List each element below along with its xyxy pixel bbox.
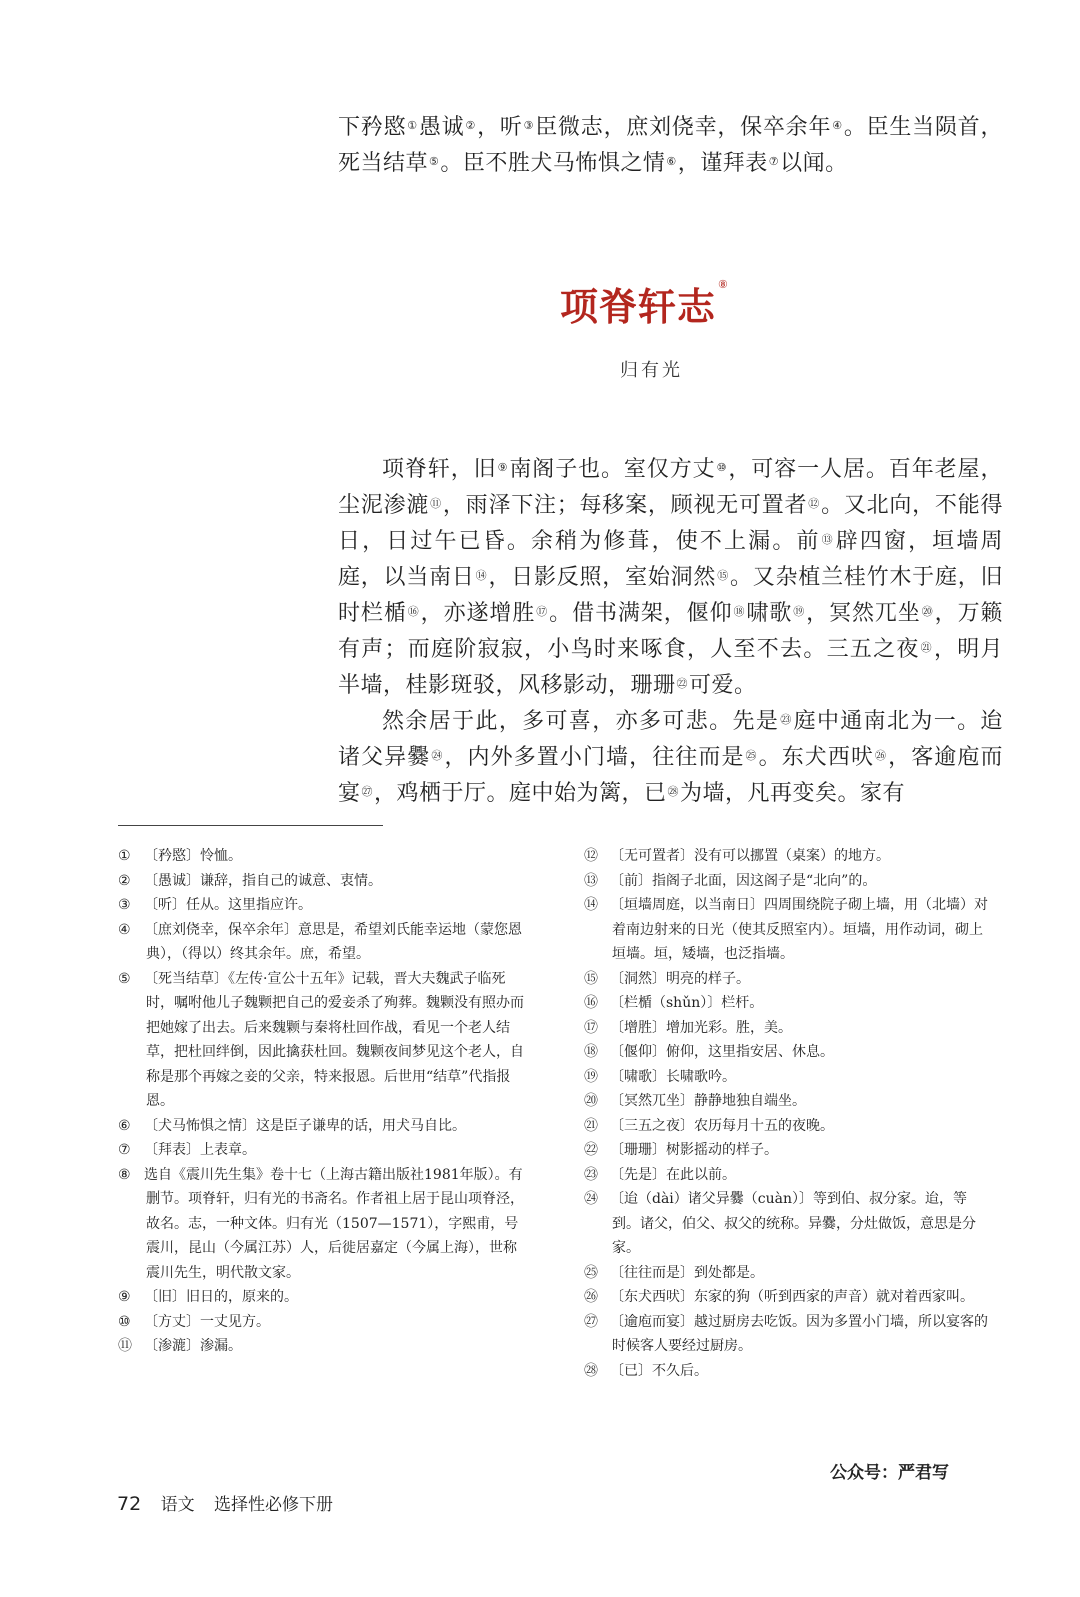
footnote-number: ㉓	[584, 1166, 598, 1183]
footnote-text: 〔东犬西吠〕东家的狗（听到西家的声音）就对着西家叫。	[610, 1289, 974, 1305]
footnote-item	[584, 991, 994, 1016]
note-marker: ⑥	[666, 155, 677, 168]
note-marker: ㉑	[920, 641, 933, 654]
footnote-text: 〔增胜〕增加光彩。胜，美。	[610, 1019, 792, 1036]
footnote-text: 〔已〕不久后。	[610, 1362, 708, 1379]
footnote-number: ④	[118, 921, 131, 938]
footnote-number: ①	[118, 848, 131, 864]
footnote-item	[584, 893, 994, 967]
author-name: 归有光	[620, 360, 683, 381]
footnote-number: ⑧	[118, 1166, 131, 1183]
footnote-text: 〔矜愍〕怜恤。	[144, 848, 242, 864]
footnote-number: ㉒	[584, 1142, 598, 1158]
footnote-text: 选自《震川先生集》卷十七（上海古籍出版社1981年版）。有删节。项脊轩，归有光的书斋名。作者祖上居于昆山项脊泾，故名。志，一种文体。归有光（1507—1571），字熙甫，号震川，昆山（今属江苏）人，后徙居嘉定（今属上海），世称震川先生，明代散文家。	[144, 1166, 524, 1281]
note-marker: ㉔	[431, 749, 444, 762]
footnote-divider	[118, 825, 383, 826]
note-marker: ⑪	[430, 497, 442, 510]
footnote-item	[584, 1163, 994, 1188]
footnote-number: ⑨	[118, 1289, 131, 1305]
footnote-item	[584, 1089, 994, 1114]
footnote-item	[584, 869, 994, 894]
footnote-text: 〔死当结草〕《左传·宣公十五年》记载，晋大夫魏武子临死时，嘱咐他儿子魏颗把自己的爱妾杀了殉葬。魏颗没有照办而把她嫁了出去。后来魏颗与秦将杜回作战，看见一个老人结草，把杜回绊倒，因此擒获杜回。魏颗夜间梦见这个老人，自称是那个再嫁之妾的父亲，特来报恩。后世用“结草”代指报恩。	[144, 970, 524, 1109]
note-marker: ⑯	[407, 605, 420, 618]
footnote-text: 〔旧〕旧日的，原来的。	[144, 1289, 298, 1305]
footnote-number: ⑦	[118, 1142, 131, 1158]
note-marker: ③	[523, 119, 535, 132]
footnote-number: ㉑	[584, 1117, 598, 1134]
body-paragraph-1: 项脊轩，旧⑨南阁子也。室仅方丈⑩，可容一人居。百年老屋，尘泥渗漉⑪，雨泽下注；每移案，顾视无可置者⑫。又北向，不能得日，日过午已昏。余稍为修葺，使不上漏。前⑬辟四窗，垣墙周庭，以当南日⑭，日影反照，室始洞然⑮。又杂植兰桂竹木于庭，旧时栏楯⑯，亦遂增胜⑰。借书满架，偃仰⑱啸歌⑲，冥然兀坐⑳，万籁有声；而庭阶寂寂，小鸟时来啄食，人至不去。三五之夜$^㉑$，明月半墙，桂影斑驳，风移影动，珊珊$^㉒$可爱。	[338, 457, 1003, 698]
footnote-text: 〔无可置者〕没有可以挪置（桌案）的地方。	[610, 848, 890, 864]
footnote-text: 〔渗漉〕渗漏。	[144, 1338, 242, 1354]
footnote-number: ⑪	[118, 1338, 132, 1354]
note-marker: ㉖	[875, 749, 888, 762]
footnote-number: ⑫	[584, 848, 598, 864]
footnote-number: ㉖	[584, 1289, 598, 1305]
footnote-text: 〔前〕指阁子北面，因这阁子是“北向”的。	[610, 872, 877, 889]
essay-title	[560, 276, 820, 331]
note-marker: ⑤	[429, 155, 440, 168]
footnote-text: 〔栏楯（shǔn）〕栏杆。	[610, 995, 764, 1011]
note-marker: ⑰	[536, 605, 549, 618]
body-paragraph-2: 然余居于此，多可喜，亦多可悲。先是$^㉓$庭中通南北为一。迨诸父异爨$^㉔$，内外多置小门墙，往往而是$^㉕$。东犬西吠$^㉖$，客逾庖而宴$^㉗$，鸡栖于厅。庭中始为篱，已$^㉘$为墙，凡再变矣。家有	[338, 709, 1003, 806]
footnote-item	[118, 1334, 528, 1359]
footnote-item	[584, 1138, 994, 1163]
note-marker: ㉒	[676, 677, 689, 690]
footnote-number: ㉕	[584, 1264, 598, 1281]
watermark-text: 公众号：严君写	[830, 1463, 949, 1483]
note-marker: ㉕	[745, 749, 758, 762]
footnote-number: ③	[118, 897, 131, 913]
footnote-item	[118, 1163, 528, 1286]
footer-book-title: 选择性必修下册	[214, 1495, 333, 1515]
note-marker: ⑩	[716, 461, 728, 474]
footnote-item	[584, 1016, 994, 1041]
page-footer	[117, 1490, 377, 1515]
title-note-marker: ⑧	[718, 278, 729, 291]
footnote-number: ⑤	[118, 970, 131, 987]
footnote-item	[118, 893, 528, 918]
footnote-item	[118, 844, 528, 869]
footnote-item	[584, 1040, 994, 1065]
footnote-number: ㉗	[584, 1313, 598, 1330]
footnote-text: 〔庶刘侥幸，保卒余年〕意思是，希望刘氏能幸运地（蒙您恩典），（得以）终其余年。庶，希望。	[144, 921, 522, 962]
footnote-text: 〔迨（dài）诸父异爨（cuàn）〕等到伯、叔分家。迨，等到。诸父，伯父、叔父的统称。异爨，分灶做饭，意思是分家。	[610, 1191, 976, 1256]
footnotes-left-column	[118, 844, 528, 1359]
footnote-number: ㉔	[584, 1191, 598, 1207]
footnote-number: ⑱	[584, 1044, 598, 1060]
footnote-text: 〔方丈〕一丈见方。	[144, 1313, 270, 1330]
footnote-item	[118, 869, 528, 894]
note-marker: ⑲	[793, 605, 806, 618]
footnote-item	[584, 1261, 994, 1286]
note-marker: ⑱	[733, 605, 746, 618]
footnote-item	[584, 967, 994, 992]
footnote-text: 〔往往而是〕到处都是。	[610, 1264, 764, 1281]
footnote-text: 〔听〕任从。这里指应许。	[144, 897, 312, 913]
essay-body	[338, 452, 1003, 812]
footnote-number: ⑩	[118, 1313, 131, 1330]
top-paragraph-text: 下矜愍①愚诚②，听③臣微志，庶刘侥幸，保卒余年④。臣生当陨首，死当结草⑤。臣不胜犬马怖惧之情⑥，谨拜表⑦以闻。	[338, 115, 1003, 176]
footnote-item	[584, 1310, 994, 1359]
note-marker: ⑭	[475, 569, 488, 582]
footnote-number: ⑬	[584, 872, 598, 889]
footnote-item	[584, 1114, 994, 1139]
footnote-item	[118, 1114, 528, 1139]
footnote-text: 〔先是〕在此以前。	[610, 1166, 736, 1183]
footnote-item	[584, 1187, 994, 1261]
footnote-text: 〔犬马怖惧之情〕这是臣子谦卑的话，用犬马自比。	[144, 1117, 466, 1134]
footnote-text: 〔垣墙周庭，以当南日〕四周围绕院子砌上墙，用（北墙）对着南边射来的日光（使其反照室内）。垣墙，用作动词，砌上垣墙。垣，矮墙，也泛指墙。	[610, 897, 988, 962]
footnote-number: ⑲	[584, 1068, 598, 1085]
essay-title-text: 项脊轩志	[560, 284, 717, 329]
note-marker: ㉘	[667, 785, 680, 798]
note-marker: ⑮	[717, 569, 729, 582]
footnote-item	[584, 844, 994, 869]
footnote-text: 〔冥然兀坐〕静静地独自端坐。	[610, 1093, 806, 1109]
note-marker: ②	[465, 119, 477, 132]
footnote-item	[584, 1359, 994, 1384]
footnote-item	[118, 1310, 528, 1335]
footnote-item	[118, 918, 528, 967]
footnote-text: 〔三五之夜〕农历每月十五的夜晚。	[610, 1117, 834, 1134]
footnote-text: 〔逾庖而宴〕越过厨房去吃饭。因为多置小门墙，所以宴客的时候客人要经过厨房。	[610, 1313, 988, 1354]
footnote-text: 〔愚诚〕谦辞，指自己的诚意、衷情。	[144, 872, 382, 889]
note-marker: ①	[407, 119, 418, 132]
footnote-item	[118, 967, 528, 1114]
footnote-item	[118, 1285, 528, 1310]
footnote-number: ⑯	[584, 995, 598, 1011]
note-marker: ⑫	[808, 497, 821, 510]
footnote-number: ㉘	[584, 1362, 598, 1379]
footnote-text: 〔偃仰〕俯仰，这里指安居、休息。	[610, 1044, 834, 1060]
note-marker: ⑨	[497, 461, 509, 474]
footnote-text: 〔拜表〕上表章。	[144, 1142, 256, 1158]
footnote-number: ⑰	[584, 1019, 598, 1036]
note-marker: ⑳	[921, 605, 934, 618]
page-number: 72	[117, 1493, 142, 1515]
note-marker: ㉗	[361, 785, 374, 798]
footnote-item	[584, 1065, 994, 1090]
footnote-item	[118, 1138, 528, 1163]
footnote-number: ⑥	[118, 1117, 131, 1134]
top-paragraph	[338, 110, 1003, 182]
footnote-text: 〔珊珊〕树影摇动的样子。	[610, 1142, 778, 1158]
footer-subject: 语文	[160, 1495, 195, 1515]
footnotes-right-column	[584, 844, 994, 1383]
note-marker: ⑦	[768, 155, 780, 168]
footnote-number: ⑮	[584, 970, 598, 987]
footnote-number: ②	[118, 872, 131, 889]
note-marker: ㉓	[780, 713, 793, 726]
footnote-text: 〔啸歌〕长啸歌吟。	[610, 1068, 736, 1085]
footnote-item	[584, 1285, 994, 1310]
note-marker: ⑬	[821, 533, 835, 546]
footnote-text: 〔洞然〕明亮的样子。	[610, 970, 750, 987]
footnote-number: ⑭	[584, 897, 598, 913]
note-marker: ④	[832, 119, 843, 132]
footnote-number: ⑳	[584, 1093, 598, 1109]
